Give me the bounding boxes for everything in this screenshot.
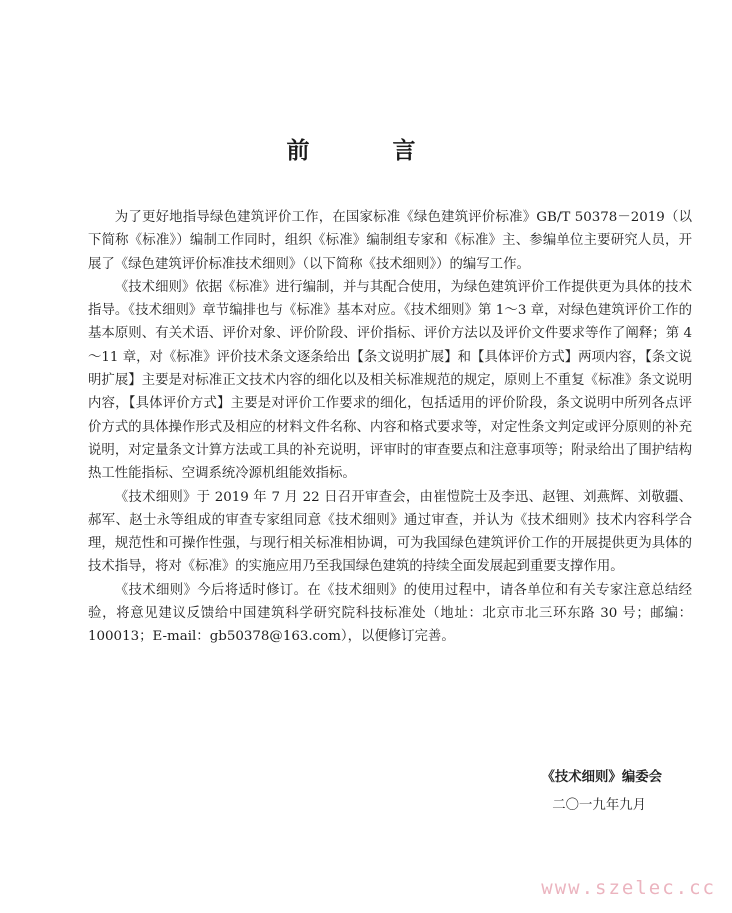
signature-block <box>541 764 662 820</box>
signature-org: 《技术细则》编委会 <box>541 770 662 785</box>
watermark-text: www.szelec.cc <box>541 877 716 899</box>
signature-date: 二〇一九年九月 <box>552 798 646 813</box>
preface-body <box>88 206 692 649</box>
page-title: 前 言 <box>286 138 446 164</box>
paragraph-1: 为了更好地指导绿色建筑评价工作，在国家标准《绿色建筑评价标准》GB/T 50378－2019（以下简称《标准》）编制工作同时，组织《标准》编制组专家和《标准》主、参编单位主要研究人员，开展了《绿色建筑评价标准技术细则》（以下简称《技术细则》）的编写工作。 <box>88 210 692 272</box>
paragraph-4: 《技术细则》今后将适时修订。在《技术细则》的使用过程中，请各单位和有关专家注意总结经验，将意见建议反馈给中国建筑科学研究院科技标准处（地址：北京市北三环东路 30 号；邮编：100013；E-mail：gb50378@163.com），以便修订完善。 <box>88 582 692 645</box>
paragraph-3: 《技术细则》于 2019 年 7 月 22 日召开审查会，由崔愷院士及李迅、赵锂、刘燕辉、刘敬疆、郝军、赵士永等组成的审查专家组同意《技术细则》通过审查，并认为《技术细则》技术内容科学合理，规范性和可操作性强，与现行相关标准相协调，可为我国绿色建筑评价工作的开展提供更为具体的技术指导，将对《标准》的实施应用乃至我国绿色建筑的持续全面发展起到重要支撑作用。 <box>88 489 692 575</box>
paragraph-2: 《技术细则》依据《标准》进行编制，并与其配合使用，为绿色建筑评价工作提供更为具体的技术指导。《技术细则》章节编排也与《标准》基本对应。《技术细则》第 1～3 章，对绿色建筑评价工作的基本原则、有关术语、评价对象、评价阶段、评价指标、评价方法以及评价文件要求等作了阐释；第 4～11 章，对《标准》评价技术条文逐条给出【条文说明扩展】和【具体评价方式】两项内容，【条文说明扩展】主要是对标准正文技术内容的细化以及相关标准规范的规定，原则上不重复《标准》条文说明内容，【具体评价方式】主要是对评价工作要求的细化，包括适用的评价阶段，条文说明中所列各点评价方式的具体操作形式及相应的材料文件名称、内容和格式要求等，对定性条文判定或评分原则的补充说明，对定量条文计算方法或工具的补充说明，评审时的审查要点和注意事项等；附录给出了围护结构热工性能指标、空调系统冷源机组能效指标。 <box>88 279 692 482</box>
